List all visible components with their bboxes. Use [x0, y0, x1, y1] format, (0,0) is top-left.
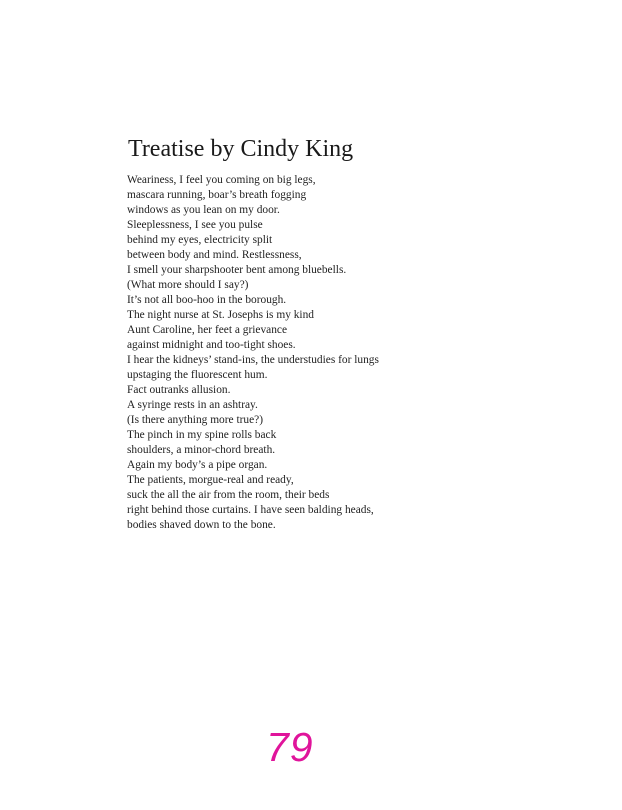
poem-line: It’s not all boo-hoo in the borough. — [127, 294, 287, 306]
poem-line: behind my eyes, electricity split — [127, 234, 273, 246]
poem-body — [127, 173, 379, 533]
poem-line: (Is there anything more true?) — [127, 414, 263, 426]
poem-line: The patients, morgue-real and ready, — [127, 474, 294, 486]
poem-line: (What more should I say?) — [127, 279, 249, 291]
poem-line: upstaging the fluorescent hum. — [127, 369, 268, 381]
poem-line: Aunt Caroline, her feet a grievance — [127, 324, 288, 336]
poem-line: I hear the kidneys’ stand-ins, the understudies for lungs — [127, 354, 379, 366]
poem-line: suck the all the air from the room, their beds — [127, 489, 330, 501]
poem-line: Weariness, I feel you coming on big legs, — [127, 174, 316, 186]
poem-line: right behind those curtains. I have seen balding heads, — [127, 504, 374, 516]
poem-line: windows as you lean on my door. — [127, 204, 280, 216]
page-number: 79 — [266, 724, 314, 770]
poem-line: The night nurse at St. Josephs is my kind — [127, 309, 314, 321]
poem-line: The pinch in my spine rolls back — [127, 429, 277, 441]
poem-line: between body and mind. Restlessness, — [127, 249, 302, 261]
poem-line: I smell your sharpshooter bent among bluebells. — [127, 264, 347, 276]
poem-line: Again my body’s a pipe organ. — [127, 459, 268, 471]
poem-line: bodies shaved down to the bone. — [127, 519, 276, 531]
poem-line: Sleeplessness, I see you pulse — [127, 219, 263, 231]
poem-line: Fact outranks allusion. — [127, 384, 231, 396]
poem-line: mascara running, boar’s breath fogging — [127, 189, 307, 201]
poem-line: shoulders, a minor-chord breath. — [127, 444, 276, 456]
poem-title: Treatise by Cindy King — [128, 136, 354, 162]
poem-line: against midnight and too-tight shoes. — [127, 339, 296, 351]
poem-line: A syringe rests in an ashtray. — [127, 399, 258, 411]
